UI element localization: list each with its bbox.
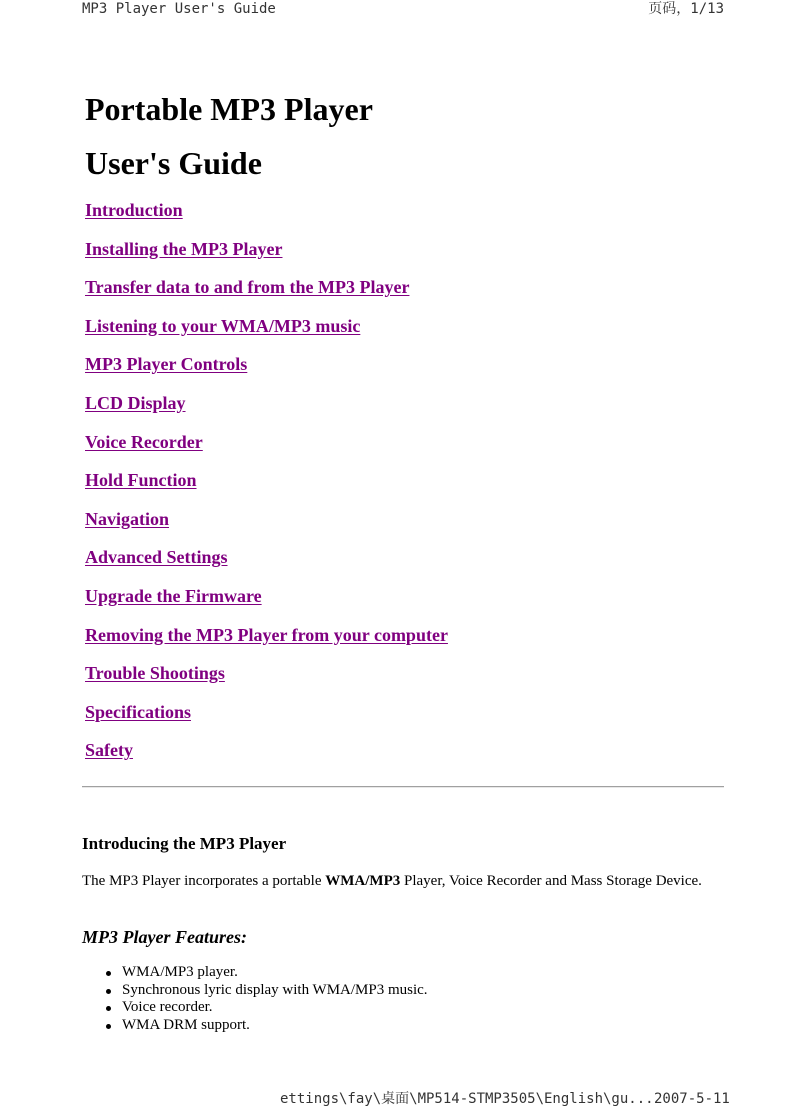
toc-item: [85, 392, 448, 431]
toc-link-controls[interactable]: MP3 Player Controls: [85, 354, 248, 375]
intro-text-bold: WMA/MP3: [325, 873, 401, 889]
list-item: [122, 982, 428, 1000]
intro-paragraph: [82, 872, 712, 890]
toc-link-voice-recorder[interactable]: Voice Recorder: [85, 431, 203, 452]
header-page-indicator: 页码，1/13: [648, 1, 724, 17]
toc-item: [85, 276, 448, 315]
footer-date: 2007-5-11: [654, 1091, 730, 1107]
bullet-icon: [106, 1006, 111, 1011]
feature-text: WMA DRM support.: [122, 1017, 250, 1034]
toc-link-trouble-shootings[interactable]: Trouble Shootings: [85, 663, 225, 684]
toc-link-advanced-settings[interactable]: Advanced Settings: [85, 547, 228, 568]
toc-item: [85, 624, 448, 663]
toc-item: [85, 238, 448, 277]
toc-item: [85, 469, 448, 508]
features-list: [122, 964, 428, 1035]
toc-link-removing[interactable]: Removing the MP3 Player from your computer: [85, 624, 448, 645]
toc-link-listening[interactable]: Listening to your WMA/MP3 music: [85, 315, 361, 336]
page-subtitle: User's Guide: [85, 145, 262, 181]
footer-file-path: ettings\fay\桌面\MP514-STMP3505\English\gu...: [280, 1091, 654, 1107]
table-of-contents: [85, 199, 448, 778]
page-title: Portable MP3 Player: [85, 91, 373, 127]
toc-item: [85, 431, 448, 470]
toc-item: [85, 585, 448, 624]
toc-item: [85, 662, 448, 701]
list-item: [122, 1017, 428, 1035]
features-heading: MP3 Player Features:: [82, 927, 247, 947]
toc-link-installing[interactable]: Installing the MP3 Player: [85, 238, 283, 259]
toc-link-navigation[interactable]: Navigation: [85, 508, 170, 529]
toc-link-upgrade-firmware[interactable]: Upgrade the Firmware: [85, 585, 262, 606]
toc-item: [85, 199, 448, 238]
intro-heading: Introducing the MP3 Player: [82, 834, 287, 853]
toc-item: [85, 739, 448, 778]
intro-text-before: The MP3 Player incorporates a portable: [82, 873, 326, 889]
feature-text: WMA/MP3 player.: [122, 964, 238, 980]
toc-item: [85, 353, 448, 392]
toc-link-introduction[interactable]: Introduction: [85, 200, 183, 220]
list-item: [122, 999, 428, 1017]
toc-link-transfer-data[interactable]: Transfer data to and from the MP3 Player: [85, 277, 410, 298]
intro-text-after: Player, Voice Recorder and Mass Storage Device.: [400, 873, 702, 889]
toc-item: [85, 508, 448, 547]
toc-link-safety[interactable]: Safety: [85, 740, 133, 761]
feature-text: Voice recorder.: [122, 999, 213, 1016]
toc-item: [85, 315, 448, 354]
toc-link-lcd-display[interactable]: LCD Display: [85, 392, 186, 413]
bullet-icon: [106, 989, 111, 994]
feature-text: Synchronous lyric display with WMA/MP3 music.: [122, 981, 428, 998]
toc-item: [85, 546, 448, 585]
horizontal-divider: [82, 786, 724, 788]
bullet-icon: [106, 971, 111, 976]
list-item: [122, 964, 428, 982]
toc-link-hold-function[interactable]: Hold Function: [85, 470, 197, 491]
bullet-icon: [106, 1024, 111, 1029]
toc-link-specifications[interactable]: Specifications: [85, 701, 191, 722]
toc-item: [85, 701, 448, 740]
header-doc-title: MP3 Player User's Guide: [82, 1, 276, 17]
